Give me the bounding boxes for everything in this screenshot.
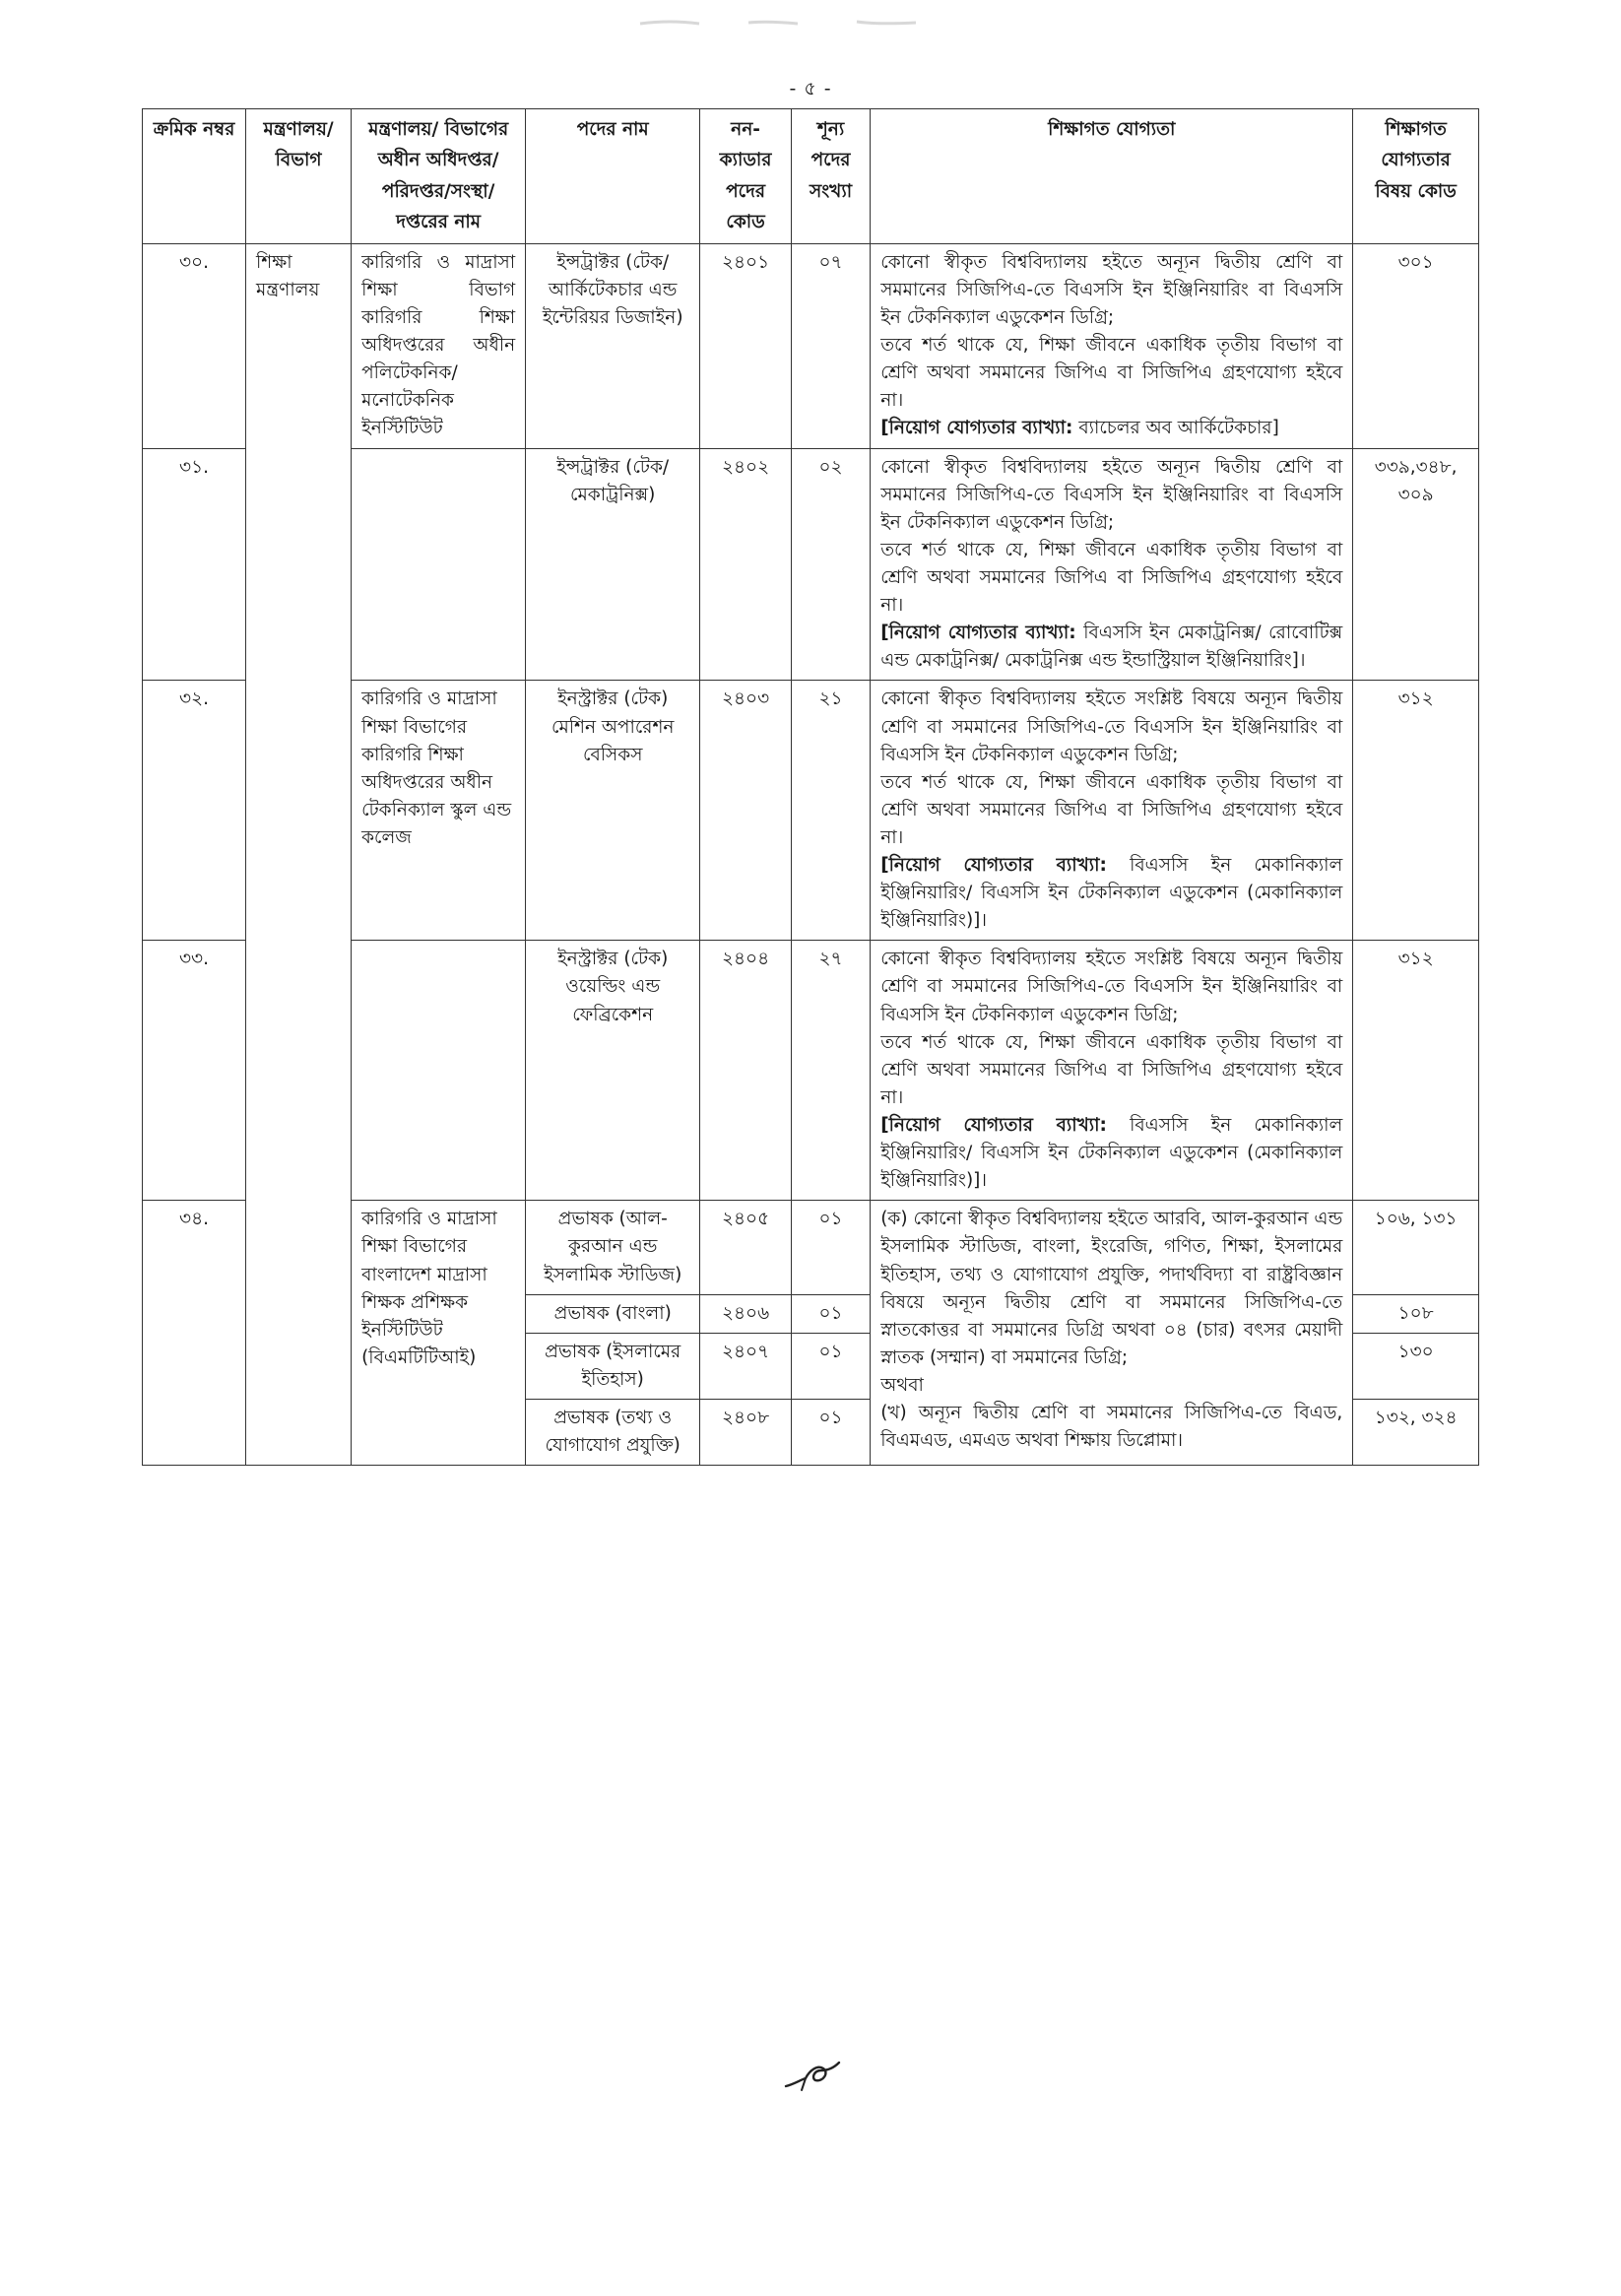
scan-artifact <box>630 18 945 28</box>
qualification-condition: তবে শর্ত থাকে যে, শিক্ষা জীবনে একাধিক তৃতীয় বিভাগ বা শ্রেণি অথবা সমমানের জিপিএ বা সিজিপিএ গ্রহণযোগ্য হইবে না। <box>880 771 1343 848</box>
vacancy-cell: ২১ <box>791 681 870 941</box>
post-cell: ইন্সট্রাক্টর (টেক/ মেকাট্রনিক্স) <box>526 448 700 681</box>
table-row <box>143 243 1479 448</box>
qualification-or: অথবা <box>880 1375 924 1397</box>
explanation-text: বিএসসি ইন মেকানিক্যাল ইঞ্জিনিয়ারিং/ বিএসসি ইন টেকনিক্যাল এডুকেশন (মেকানিক্যাল ইঞ্জিনিয়ারিং)]। <box>880 855 1343 932</box>
qualification-condition: তবে শর্ত থাকে যে, শিক্ষা জীবনে একাধিক তৃতীয় বিভাগ বা শ্রেণি অথবা সমমানের জিপিএ বা সিজিপিএ গ্রহণযোগ্য হইবে না। <box>880 1031 1343 1108</box>
qualification-cell <box>871 941 1353 1201</box>
explanation-label: [নিয়োগ যোগ্যতার ব্যাখ্যা: <box>880 1115 1107 1137</box>
serial-cell: ৩৩. <box>143 941 246 1201</box>
header-qualification: শিক্ষাগত যোগ্যতা <box>871 109 1353 244</box>
subject-code-cell: ৩৩৯,৩৪৮, ৩০৯ <box>1353 448 1479 681</box>
qualification-explanation <box>880 1112 1342 1195</box>
qualification-cell <box>871 243 1353 448</box>
ministry-cell <box>246 448 352 681</box>
subject-code-cell: ১০৮ <box>1353 1294 1479 1333</box>
post-cell: ইনস্ট্রাক্টর (টেক) মেশিন অপারেশন বেসিকস <box>526 681 700 941</box>
department-cell: কারিগরি ও মাদ্রাসা শিক্ষা বিভাগের বাংলাদেশ মাদ্রাসা শিক্ষক প্রশিক্ষক ইনস্টিটিউট (বিএমটিটিআই) <box>352 1201 526 1466</box>
post-cell: ইনস্ট্রাক্টর (টেক) ওয়েল্ডিং এন্ড ফেব্রিকেশন <box>526 941 700 1201</box>
ministry-cell <box>246 941 352 1201</box>
post-cell: প্রভাষক (ইসলামের ইতিহাস) <box>526 1333 700 1399</box>
code-cell: ২৪০২ <box>700 448 792 681</box>
subject-code-cell: ৩০১ <box>1353 243 1479 448</box>
qualification-text: কোনো স্বীকৃত বিশ্ববিদ্যালয় হইতে অন্যূন দ্বিতীয় শ্রেণি বা সমমানের সিজিপিএ-তে বিএসসি ইন ইঞ্জিনিয়ারিং বা বিএসসি ইন টেকনিক্যাল এডুকেশন ডিগ্রি; <box>880 456 1343 533</box>
serial-cell: ৩২. <box>143 681 246 941</box>
subject-code-cell: ১০৬, ১৩১ <box>1353 1201 1479 1294</box>
qualification-cell <box>871 448 1353 681</box>
subject-code-cell: ৩১২ <box>1353 941 1479 1201</box>
qualification-option-a: (ক) কোনো স্বীকৃত বিশ্ববিদ্যালয় হইতে আরবি, আল-কুরআন এন্ড ইসলামিক স্টাডিজ, বাংলা, ইংরেজি, গণিত, শিক্ষা, ইসলামের ইতিহাস, তথ্য ও যোগাযোগ প্রযুক্তি, পদার্থবিদ্যা বা রাষ্ট্রবিজ্ঞান বিষয়ে অন্যূন দ্বিতীয় শ্রেণি বা সমমানের সিজিপিএ-তে স্নাতকোত্তর বা সমমানের ডিগ্রি অথবা ০৪ (চার) বৎসর মেয়াদী স্নাতক (সম্মান) বা সমমানের ডিগ্রি; <box>880 1209 1343 1368</box>
qualification-explanation <box>880 852 1342 935</box>
vacancy-cell: ০১ <box>791 1400 870 1466</box>
signature-mark <box>784 2057 843 2094</box>
department-cell: কারিগরি ও মাদ্রাসা শিক্ষা বিভাগ কারিগরি শিক্ষা অধিদপ্তরের অধীন পলিটেকনিক/ মনোটেকনিক ইনস্টিটিউট <box>352 243 526 448</box>
qualification-condition: তবে শর্ত থাকে যে, শিক্ষা জীবনে একাধিক তৃতীয় বিভাগ বা শ্রেণি অথবা সমমানের জিপিএ বা সিজিপিএ গ্রহণযোগ্য হইবে না। <box>880 335 1343 412</box>
table-row <box>143 681 1479 941</box>
subject-code-cell: ৩১২ <box>1353 681 1479 941</box>
qualification-explanation <box>880 415 1342 442</box>
explanation-label: [নিয়োগ যোগ্যতার ব্যাখ্যা: <box>880 623 1076 644</box>
explanation-label: [নিয়োগ যোগ্যতার ব্যাখ্যা: <box>880 855 1107 877</box>
code-cell: ২৪০১ <box>700 243 792 448</box>
post-cell: ইন্সট্রাক্টর (টেক/ আর্কিটেকচার এন্ড ইন্টেরিয়র ডিজাইন) <box>526 243 700 448</box>
post-cell: প্রভাষক (বাংলা) <box>526 1294 700 1333</box>
department-cell <box>352 941 526 1201</box>
code-cell: ২৪০৪ <box>700 941 792 1201</box>
code-cell: ২৪০৭ <box>700 1333 792 1399</box>
header-post: পদের নাম <box>526 109 700 244</box>
ministry-cell <box>246 681 352 941</box>
qualification-text: কোনো স্বীকৃত বিশ্ববিদ্যালয় হইতে সংশ্লিষ্ট বিষয়ে অন্যূন দ্বিতীয় শ্রেণি বা সমমানের সিজিপিএ-তে বিএসসি ইন ইঞ্জিনিয়ারিং বা বিএসসি ইন টেকনিক্যাল এডুকেশন ডিগ্রি; <box>880 689 1343 765</box>
qualification-condition: তবে শর্ত থাকে যে, শিক্ষা জীবনে একাধিক তৃতীয় বিভাগ বা শ্রেণি অথবা সমমানের জিপিএ বা সিজিপিএ গ্রহণযোগ্য হইবে না। <box>880 539 1343 617</box>
code-cell: ২৪০৮ <box>700 1400 792 1466</box>
header-vacancy: শূন্য পদের সংখ্যা <box>791 109 870 244</box>
table-header-row <box>143 109 1479 244</box>
department-cell <box>352 448 526 681</box>
qualification-text: কোনো স্বীকৃত বিশ্ববিদ্যালয় হইতে অন্যূন দ্বিতীয় শ্রেণি বা সমমানের সিজিপিএ-তে বিএসসি ইন ইঞ্জিনিয়ারিং বা বিএসসি ইন টেকনিক্যাল এডুকেশন ডিগ্রি; <box>880 251 1343 328</box>
page-number: - ৫ - <box>789 78 832 99</box>
vacancy-cell: ০১ <box>791 1201 870 1294</box>
header-subject-code: শিক্ষাগত যোগ্যতার বিষয় কোড <box>1353 109 1479 244</box>
table-row <box>143 448 1479 681</box>
header-ministry: মন্ত্রণালয়/ বিভাগ <box>246 109 352 244</box>
code-cell: ২৪০৬ <box>700 1294 792 1333</box>
subject-code-cell: ১৩০ <box>1353 1333 1479 1399</box>
serial-cell: ৩০. <box>143 243 246 448</box>
vacancy-cell: ০১ <box>791 1333 870 1399</box>
qualification-cell <box>871 681 1353 941</box>
department-cell: কারিগরি ও মাদ্রাসা শিক্ষা বিভাগের কারিগরি শিক্ষা অধিদপ্তরের অধীন টেকনিক্যাল স্কুল এন্ড কলেজ <box>352 681 526 941</box>
qualification-text: কোনো স্বীকৃত বিশ্ববিদ্যালয় হইতে সংশ্লিষ্ট বিষয়ে অন্যূন দ্বিতীয় শ্রেণি বা সমমানের সিজিপিএ-তে বিএসসি ইন ইঞ্জিনিয়ারিং বা বিএসসি ইন টেকনিক্যাল এডুকেশন ডিগ্রি; <box>880 949 1343 1025</box>
header-serial: ক্রমিক নম্বর <box>143 109 246 244</box>
vacancy-cell: ০১ <box>791 1294 870 1333</box>
code-cell: ২৪০৫ <box>700 1201 792 1294</box>
header-code: নন- ক্যাডার পদের কোড <box>700 109 792 244</box>
vacancy-cell: ২৭ <box>791 941 870 1201</box>
vacancy-cell: ০৭ <box>791 243 870 448</box>
post-cell: প্রভাষক (আল-কুরআন এন্ড ইসলামিক স্টাডিজ) <box>526 1201 700 1294</box>
post-cell: প্রভাষক (তথ্য ও যোগাযোগ প্রযুক্তি) <box>526 1400 700 1466</box>
table-row <box>143 941 1479 1201</box>
serial-cell: ৩১. <box>143 448 246 681</box>
code-cell: ২৪০৩ <box>700 681 792 941</box>
ministry-cell <box>246 1201 352 1466</box>
explanation-label: [নিয়োগ যোগ্যতার ব্যাখ্যা: <box>880 418 1073 439</box>
header-department: মন্ত্রণালয়/ বিভাগের অধীন অধিদপ্তর/ পরিদপ্তর/সংস্থা/ দপ্তরের নাম <box>352 109 526 244</box>
qualification-explanation <box>880 620 1342 675</box>
subject-code-cell: ১৩২, ৩২৪ <box>1353 1400 1479 1466</box>
explanation-text: বিএসসি ইন মেকাট্রনিক্স/ রোবোটিক্স এন্ড মেকাট্রনিক্স/ মেকাট্রনিক্স এন্ড ইন্ডাস্ট্রিয়াল ইঞ্জিনিয়ারিং]। <box>880 623 1343 672</box>
qualification-option-b: (খ) অন্যূন দ্বিতীয় শ্রেণি বা সমমানের সিজিপিএ-তে বিএড, বিএমএড, এমএড অথবা শিক্ষায় ডিপ্লোমা। <box>880 1403 1343 1452</box>
explanation-text: ব্যাচেলর অব আর্কিটেকচার] <box>1078 418 1279 439</box>
vacancy-cell: ০২ <box>791 448 870 681</box>
qualification-cell <box>871 1201 1353 1466</box>
table-row <box>143 1201 1479 1294</box>
vacancy-table <box>142 108 1479 1466</box>
serial-cell: ৩৪. <box>143 1201 246 1466</box>
ministry-cell: শিক্ষা মন্ত্রণালয় <box>246 243 352 448</box>
explanation-text: বিএসসি ইন মেকানিক্যাল ইঞ্জিনিয়ারিং/ বিএসসি ইন টেকনিক্যাল এডুকেশন (মেকানিক্যাল ইঞ্জিনিয়ারিং)]। <box>880 1115 1343 1192</box>
